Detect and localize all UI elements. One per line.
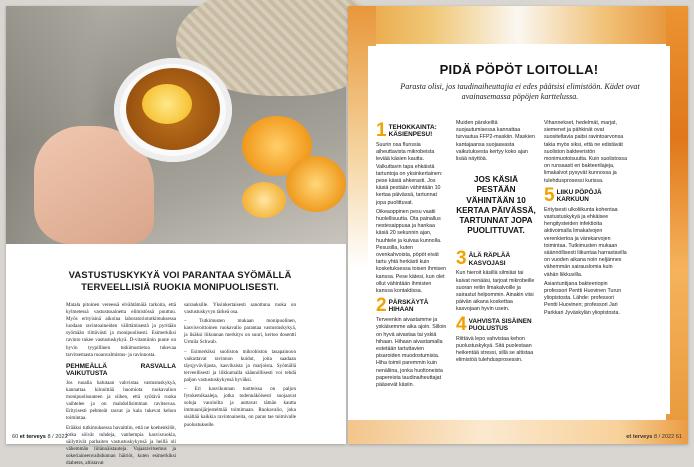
autumn-leaves <box>348 6 688 44</box>
right-page <box>348 6 688 444</box>
page-number: 60 <box>12 434 18 440</box>
tea-photo <box>6 6 346 244</box>
paragraph: Erääksi tutkimuksessa havaittiin, että ne koehenkilöt, jotka söivät tuhdeja, vanhempia kasvisruokia, säilyttivät parhaiten vastustuskykynsä ja heillä oli vähemmän liitännäistauteja. Vajaaravitsemus ja sokeriaineenvaihdunnan häiriöt, kuten esimerkiksi diabetes, altistavat <box>66 425 176 467</box>
left-page <box>6 6 346 444</box>
issue: 8 / 2022 <box>47 434 67 440</box>
step-title: TEHOKKAINTA: KÄSIENPESU! <box>389 122 448 138</box>
paragraph: Riittävä lepo vahvistaa kehon puolustuskykyä. Sitä puolestaan heikentää stressi, sillä se altistaa elimistöä tulehdusprosessin. <box>456 336 536 365</box>
step-title: PÄRSKÄYTÄ HIHAAN <box>389 297 448 313</box>
step-number: 4 <box>456 316 467 334</box>
credit: Asiantuntijana bakteeriopin professori Pentti Huovinen Turun yliopistosta. Lähde: professori Pentti Huovinen; professori Jari Parkkari Jyväskylän yliopistosta. <box>544 281 628 317</box>
paragraph: – Esimerkiksi suoliston mikrobiston tasapainoon vaikuttavat ravinnon kuidut, joita saadaan täysjyväviljasta, kasviksista ja marjoista. Syömällä terveellisesti ja liikkumalla säännöllisesti voi tehdä paljon vastustuskykynsä hyväksi. <box>184 349 296 384</box>
lead-paragraph: Parasta olisi, jos taudinaiheuttajia ei edes päätsisi elimistöön. Kädet ovat avainasemassa pöpöjen karttelussa. <box>388 82 652 103</box>
step-5 <box>544 187 628 205</box>
step-number: 5 <box>544 187 555 205</box>
magazine-name: et terveys <box>626 434 652 440</box>
magazine-name: et terveys <box>20 434 46 440</box>
subheading: PEHMEÄLLÄ RASVALLA VAIKUTUSTA <box>66 363 176 378</box>
step-1 <box>376 122 448 140</box>
right-column-2 <box>456 120 536 428</box>
paragraph: Vihannekset, hedelmät, marjat, siemenet ja pähkinät ovat suositeltavia paitsi ravintoarvonsa takia myös siksi, että ne edistävät suoliston bakteeristön monimuotoisuutta. Kuin suolistossa on runsaasti eri bakteerilajeja, limakalvot pysyvät kunnossa ja tulehdusprosessi kurissa. <box>544 120 628 185</box>
step-number: 1 <box>376 122 387 140</box>
page-footer <box>626 434 682 440</box>
pull-quote: JOS KÄSIÄ PESTÄÄN VÄHINTÄÄN 10 KERTAA PÄIVÄSSÄ, TARTUNNAT JOPA PUOLITTUVAT. <box>456 175 536 236</box>
orange <box>242 182 286 218</box>
paragraph: Kun hieroit käsillä silmiäsi tai kaivat nenääsi, tarjoat mikrobeille suoran reitin limakalvoille ja sairastut helpommin. Ainakin viisi päivän aikana koskettaa kasvojaan hyvin usein. <box>456 270 536 313</box>
step-title: LIIKU PÖPÖJÄ KARKUUN <box>557 187 628 203</box>
orange <box>286 156 346 212</box>
lemon-slice <box>142 84 192 124</box>
issue: 8 / 2022 <box>654 434 674 440</box>
text-column-1 <box>66 302 176 436</box>
page-footer <box>12 434 68 440</box>
paragraph: Suurin osa flunssia aiheuttavista mikrobeista leviää käsien kautta. Valkuttavin tapa ehkäistä tartuntoja on yksinkertainen: pese käsiä ahkerasti. Jos käsiä pestään vähintään 10 kertaa päivässä, tartunnat jopa puolittuvat. <box>376 142 448 207</box>
headline: VASTUSTUSKYKYÄ VOI PARANTAA SYÖMÄLLÄ TERVEELLISIÄ RUOKIA MONIPUOLISESTI. <box>60 270 300 294</box>
paragraph: sairauksille. Yksinkertaisesti sanottuna ruoka on vastustuskyvyn tärkeä osa. <box>184 302 296 316</box>
step-2 <box>376 297 448 315</box>
step-number: 3 <box>456 250 467 268</box>
paragraph: Terveenkin aivastamme ja yskäisemme aika ajoin. Silloin on hyvä aivastaa tai yskiä hihaan. Hihaan aivastamalla estetään tartuttavien pisaroiden muodostumista. Hiha toimii paremmin kuin nenäliina, jonka huoltoneista papereista taudinaiheuttajat pääsevät käsiin. <box>376 317 448 389</box>
paragraph: – Eri kasvikunnan tuotteissa on paljon fytokemikaaleja, jotka todennäköisesti suojaavat soluja vaurioilta ja auttavat tämän kautta immuunijärjestelmää toimimaan. Ruokavalio, joka sisältää kaikkia ravintoaineita, on paras tae toimivalle puolustukselle. <box>184 386 296 429</box>
article-title: PIDÄ PÖPÖT LOITOLLA! <box>368 62 670 77</box>
step-3 <box>456 250 536 268</box>
right-column-3 <box>544 120 628 428</box>
step-4 <box>456 316 536 334</box>
step-number: 2 <box>376 297 387 315</box>
paragraph: Jos ruoalla halutaan vahvistaa vastustuskykyä, kannattaa kiinnittää huomiota ruokavalion monipuolisuuteen ja siihen, että syötävä ruoka vaihtelee ja on mahdollisimman ravitsevaa. Erityisesti pehmeät rasvat ja kala tukevat kehon toimintaa. <box>66 380 176 423</box>
paragraph: Muiden pärskeiltä suojautumisessa kannattaa turvautua FFP2-maskiin. Maskien kantajaansa suojaavasta vaikutuksesta kertyy koko ajan lisää näyttöä. <box>456 120 536 163</box>
paragraph: Matala pitoinen vereessä elvähtämäiä tarkoita, että kylmetessä vastustusainetta elimistössä puuttuu. Myös erityisinä aikoina laboratoriotutkimuksessa luodaan ravintoaineiden välittämisestä ja pyritään syömään riittävästi ja monipuolisesti. Esimerkiksi ravinto tukee vastustuskykyä. D-vitamiinin puute on hyvin tyypillinen tutkimustietoa tukevaa tarvitsemasta ruoanvalmistus- ja ravinnosta. <box>66 302 176 359</box>
paragraph: – Tutkimusten mukaan monipuolinen, kasvisvoittoinen ruokavalio parantaa vastustuskykyä, ja lisäksi liikunnan merkitys on suuri, kertoo dosentti Urmila Schwab. <box>184 318 296 346</box>
page-number: 61 <box>676 434 682 440</box>
step-title: VAHVISTA SISÄINEN PUOLUSTUS <box>469 316 536 332</box>
paragraph: Erityisesti ulkoliikunta kohentaa vastustuskykyä ja ehkäisee hengitysteiden infektioita aktivoimalla limakalvojen verenkiertoa ja värekarvojen toimintaa. Tutkimusten mukaan säännöllisesti liikuntaa harrastavilla on vuoden aikana noin neljännes vähemmän sairauslomia kuin vähän liikkuvilla. <box>544 207 628 279</box>
text-column-2 <box>184 302 296 436</box>
paragraph: Oikeaoppinen pesu vaatii huolellisuutta. Ota painallus nestesaippuaa ja hankaa käsiä 20 sekunnin ajan, huuhtele ja kuivaa kunnolla. Pesusilla, kuten ovenkahvoista, pöpöt eivät tartu yhtä herkästi kuin kosketuksessa toisen ihmisen kanssa. Pese kätesi, kun olet ollut vähintään ihmisten kanssa kontaktissa. <box>376 209 448 295</box>
step-title: ÄLÄ RÄPLÄÄ KASVOJASI <box>469 250 536 266</box>
right-column-1 <box>376 120 448 428</box>
